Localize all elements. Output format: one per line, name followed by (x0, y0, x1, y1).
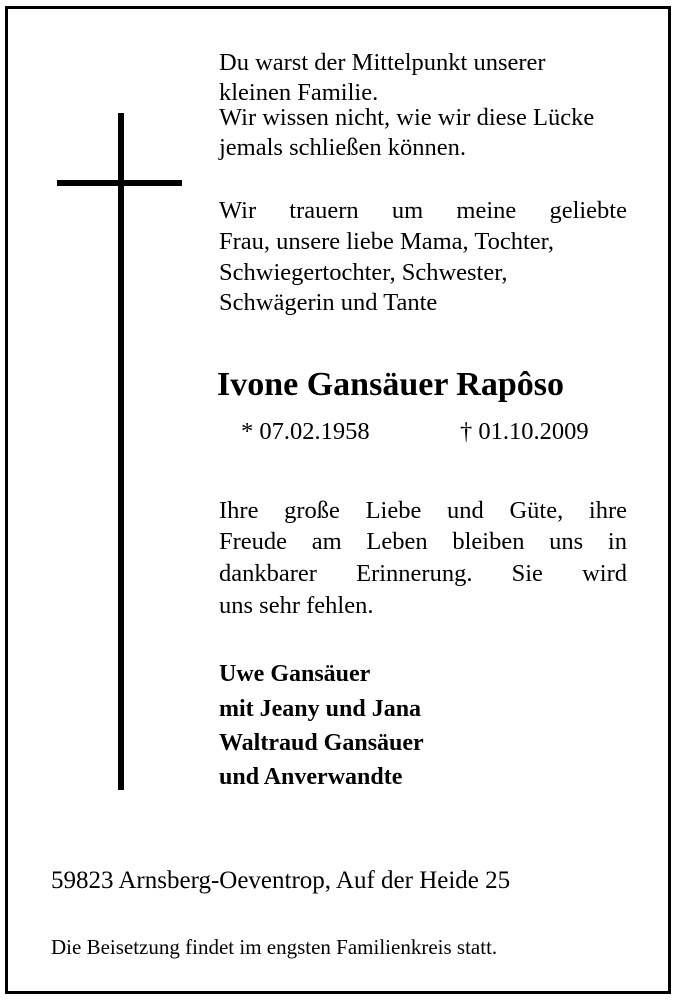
tribute-line: dankbarer Erinnerung. Sie wird (219, 560, 627, 587)
mourning-line: Schwägerin und Tante (219, 289, 438, 316)
deceased-name: Ivone Gansäuer Rapôso (217, 366, 564, 403)
death-date: † 01.10.2009 (460, 418, 589, 445)
signatory: Uwe Gansäuer (219, 661, 371, 687)
burial-note: Die Beisetzung findet im engsten Familienkreis statt. (51, 935, 498, 959)
signatory: und Anverwandte (219, 764, 403, 790)
obituary-notice (5, 6, 671, 994)
family-address: 59823 Arnsberg-Oeventrop, Auf der Heide 25 (51, 867, 511, 894)
signatory: Waltraud Gansäuer (219, 730, 424, 756)
motto-line: kleinen Familie. (219, 79, 379, 106)
motto-line: Du warst der Mittelpunkt unserer (219, 49, 546, 76)
cross-icon-horizontal-bar (57, 180, 182, 186)
mourning-line: Frau, unsere liebe Mama, Tochter, (219, 228, 554, 255)
tribute-line: Freude am Leben bleiben uns in (219, 528, 627, 555)
birth-date: * 07.02.1958 (241, 418, 370, 445)
mourning-line: Schwiegertochter, Schwester, (219, 259, 508, 286)
tribute-line: uns sehr fehlen. (219, 592, 374, 619)
motto-line: Wir wissen nicht, wie wir diese Lücke (219, 104, 595, 131)
motto-line: jemals schließen können. (219, 134, 466, 161)
cross-icon-vertical-bar (118, 113, 124, 790)
mourning-line: Wir trauern um meine geliebte (219, 197, 627, 224)
signatory: mit Jeany und Jana (219, 696, 422, 722)
tribute-line: Ihre große Liebe und Güte, ihre (219, 497, 627, 524)
